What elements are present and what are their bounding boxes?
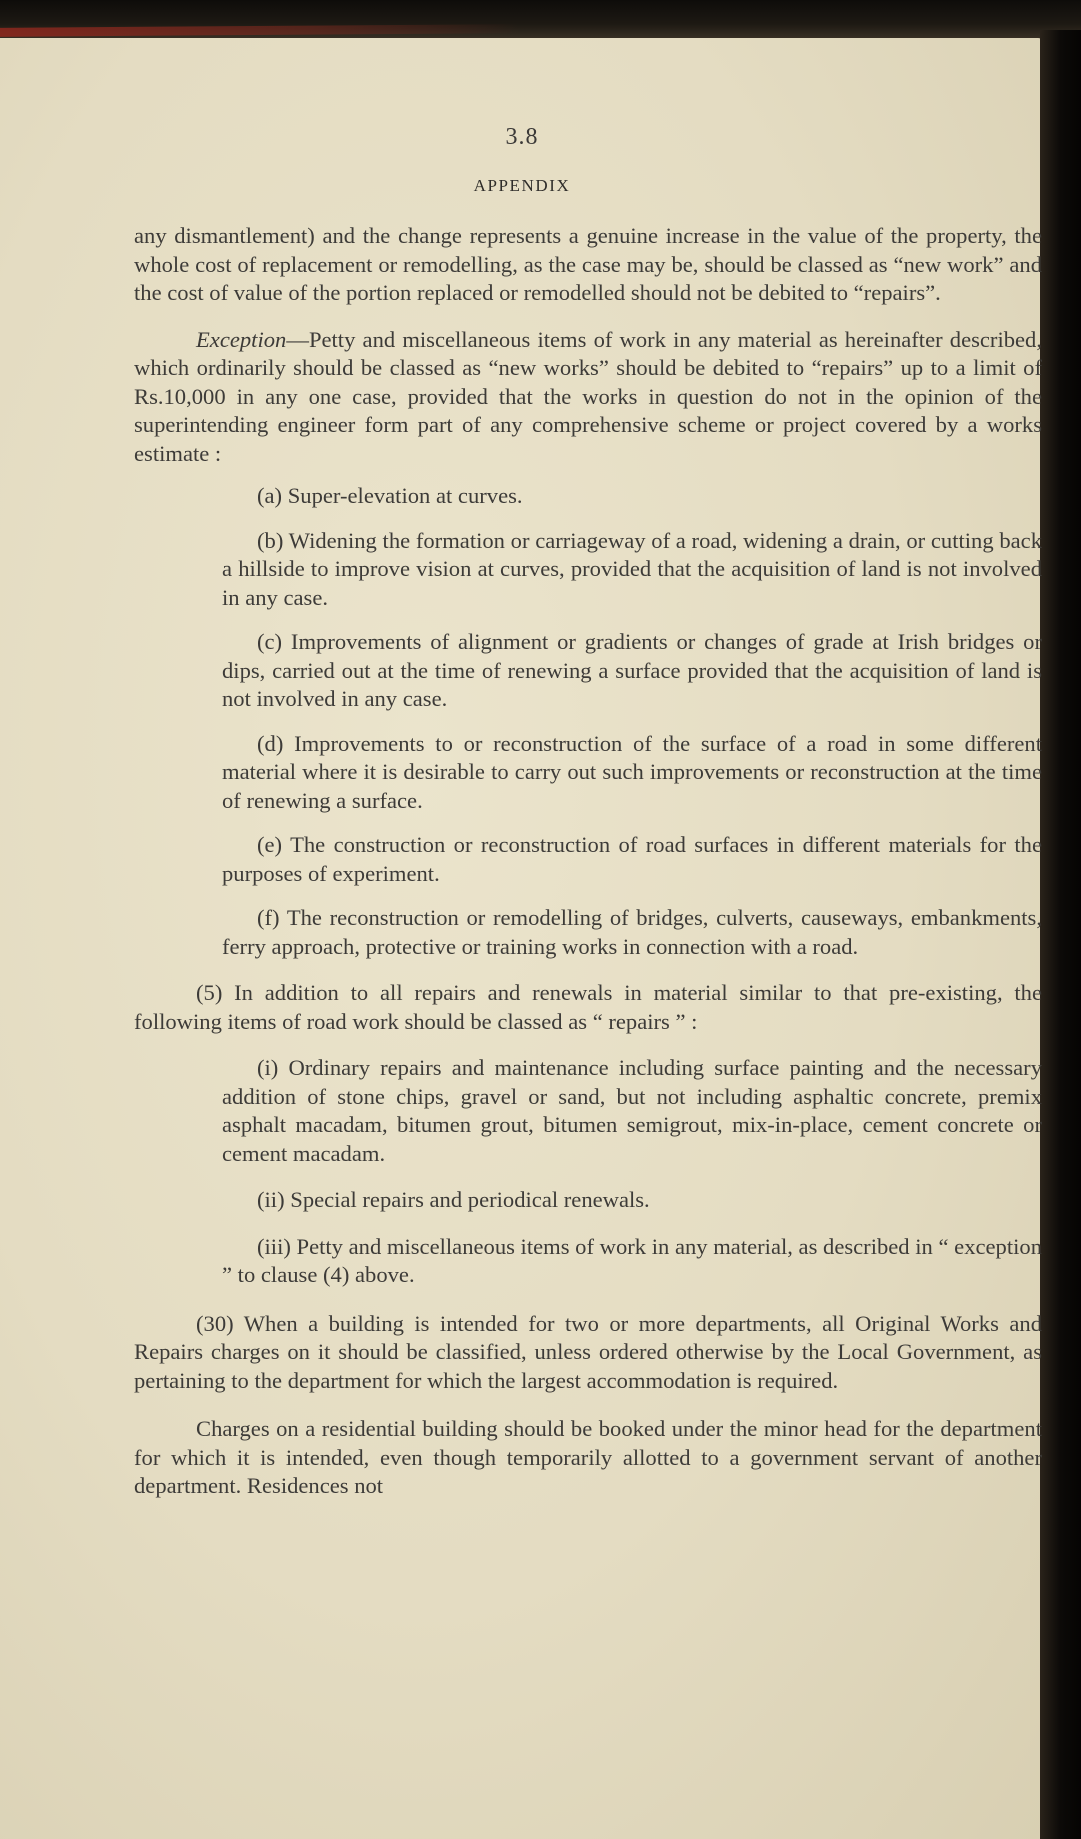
paragraph-clause-30: (30) When a building is intended for two or more departments, all Original Works and Repairs charges on it should be classified, unless ordered otherwise by the Local Government, as pertaining to the department for which the largest accommodation is required. — [134, 1310, 1042, 1393]
page-right-edge-shadow — [1040, 30, 1081, 1839]
body-text — [134, 222, 1042, 1501]
sub-item-i: (i) Ordinary repairs and maintenance including surface painting and the necessary addition of stone chips, gravel or sand, but not including asphaltic concrete, premix asphalt macadam, bitumen grout, bitumen semigrout, mix-in-place, cement concrete or cement macadam. — [222, 1055, 1042, 1166]
item-marker: (f) — [257, 905, 280, 930]
item-text: The reconstruction or remodelling of bridges, culverts, causeways, embankments, ferry approach, protective or training works in connection with a road. — [222, 905, 1042, 959]
list-item-a — [134, 482, 1042, 511]
sub-item-iii: (iii) Petty and miscellaneous items of work in any material, as described in “ exception ” to clause (4) above. — [222, 1233, 1042, 1287]
list-item-f — [134, 904, 1042, 961]
running-head: APPENDIX — [473, 176, 571, 195]
item-marker: (e) — [257, 832, 283, 857]
sub-item-ii: (ii) Special repairs and periodical renewals. — [257, 1187, 650, 1212]
list-item-c — [134, 628, 1042, 714]
item-text: Improvements to or reconstruction of the surface of a road in some different material where it is desirable to carry out such improvements or reconstruction at the time of renewing a surface. — [222, 730, 1042, 813]
item-marker: (c) — [257, 629, 283, 654]
item-text: Widening the formation or carriageway of a road, widening a drain, or cutting back a hillside to improve vision at curves, provided that the acquisition of land is not involved in any case. — [222, 527, 1042, 610]
list-item-e — [134, 831, 1042, 888]
page-number: 3.8 — [505, 124, 539, 150]
paragraph-continuation: any dismantlement) and the change represents a genuine increase in the value of the property, the whole cost of replacement or remodelling, as the case may be, should be classed as “new work” and the cost of value of the portion replaced or remodelled should not be debited to “repairs”. — [134, 223, 1042, 305]
list-item-d — [134, 730, 1042, 816]
item-text: Improvements of alignment or gradients or changes of grade at Irish bridges or dips, carried out at the time of renewing a surface provided that the acquisition of land is not involved in any case. — [222, 629, 1042, 711]
item-marker: (d) — [257, 730, 284, 756]
paragraph-clause-5: (5) In addition to all repairs and renewals in material similar to that pre-existing, the following items of road work should be classed as “ repairs ” : — [134, 980, 1042, 1034]
item-marker: (a) — [257, 483, 283, 508]
exception-text: —Petty and miscellaneous items of work in any material as hereinafter described, which ordinarily should be classed as “new works” should be debited to “repairs” up to a limit of Rs.10,000 in any one case, provided that the works in question do not in the opinion of the superintending engineer form part of any comprehensive scheme or project covered by a works estimate : — [134, 326, 1042, 466]
paragraph-exception — [134, 326, 1042, 469]
item-text: Super-elevation at curves. — [282, 483, 523, 508]
exception-label: Exception — [196, 326, 287, 352]
list-item-b — [134, 527, 1042, 613]
paragraph-charges: Charges on a residential building should be booked under the minor head for the department for which it is intended, even though temporarily allotted to a government servant of another department. Residences not — [134, 1416, 1042, 1498]
item-text: The construction or reconstruction of road surfaces in different materials for the purposes of experiment. — [222, 832, 1042, 886]
item-marker: (b) — [257, 527, 284, 553]
